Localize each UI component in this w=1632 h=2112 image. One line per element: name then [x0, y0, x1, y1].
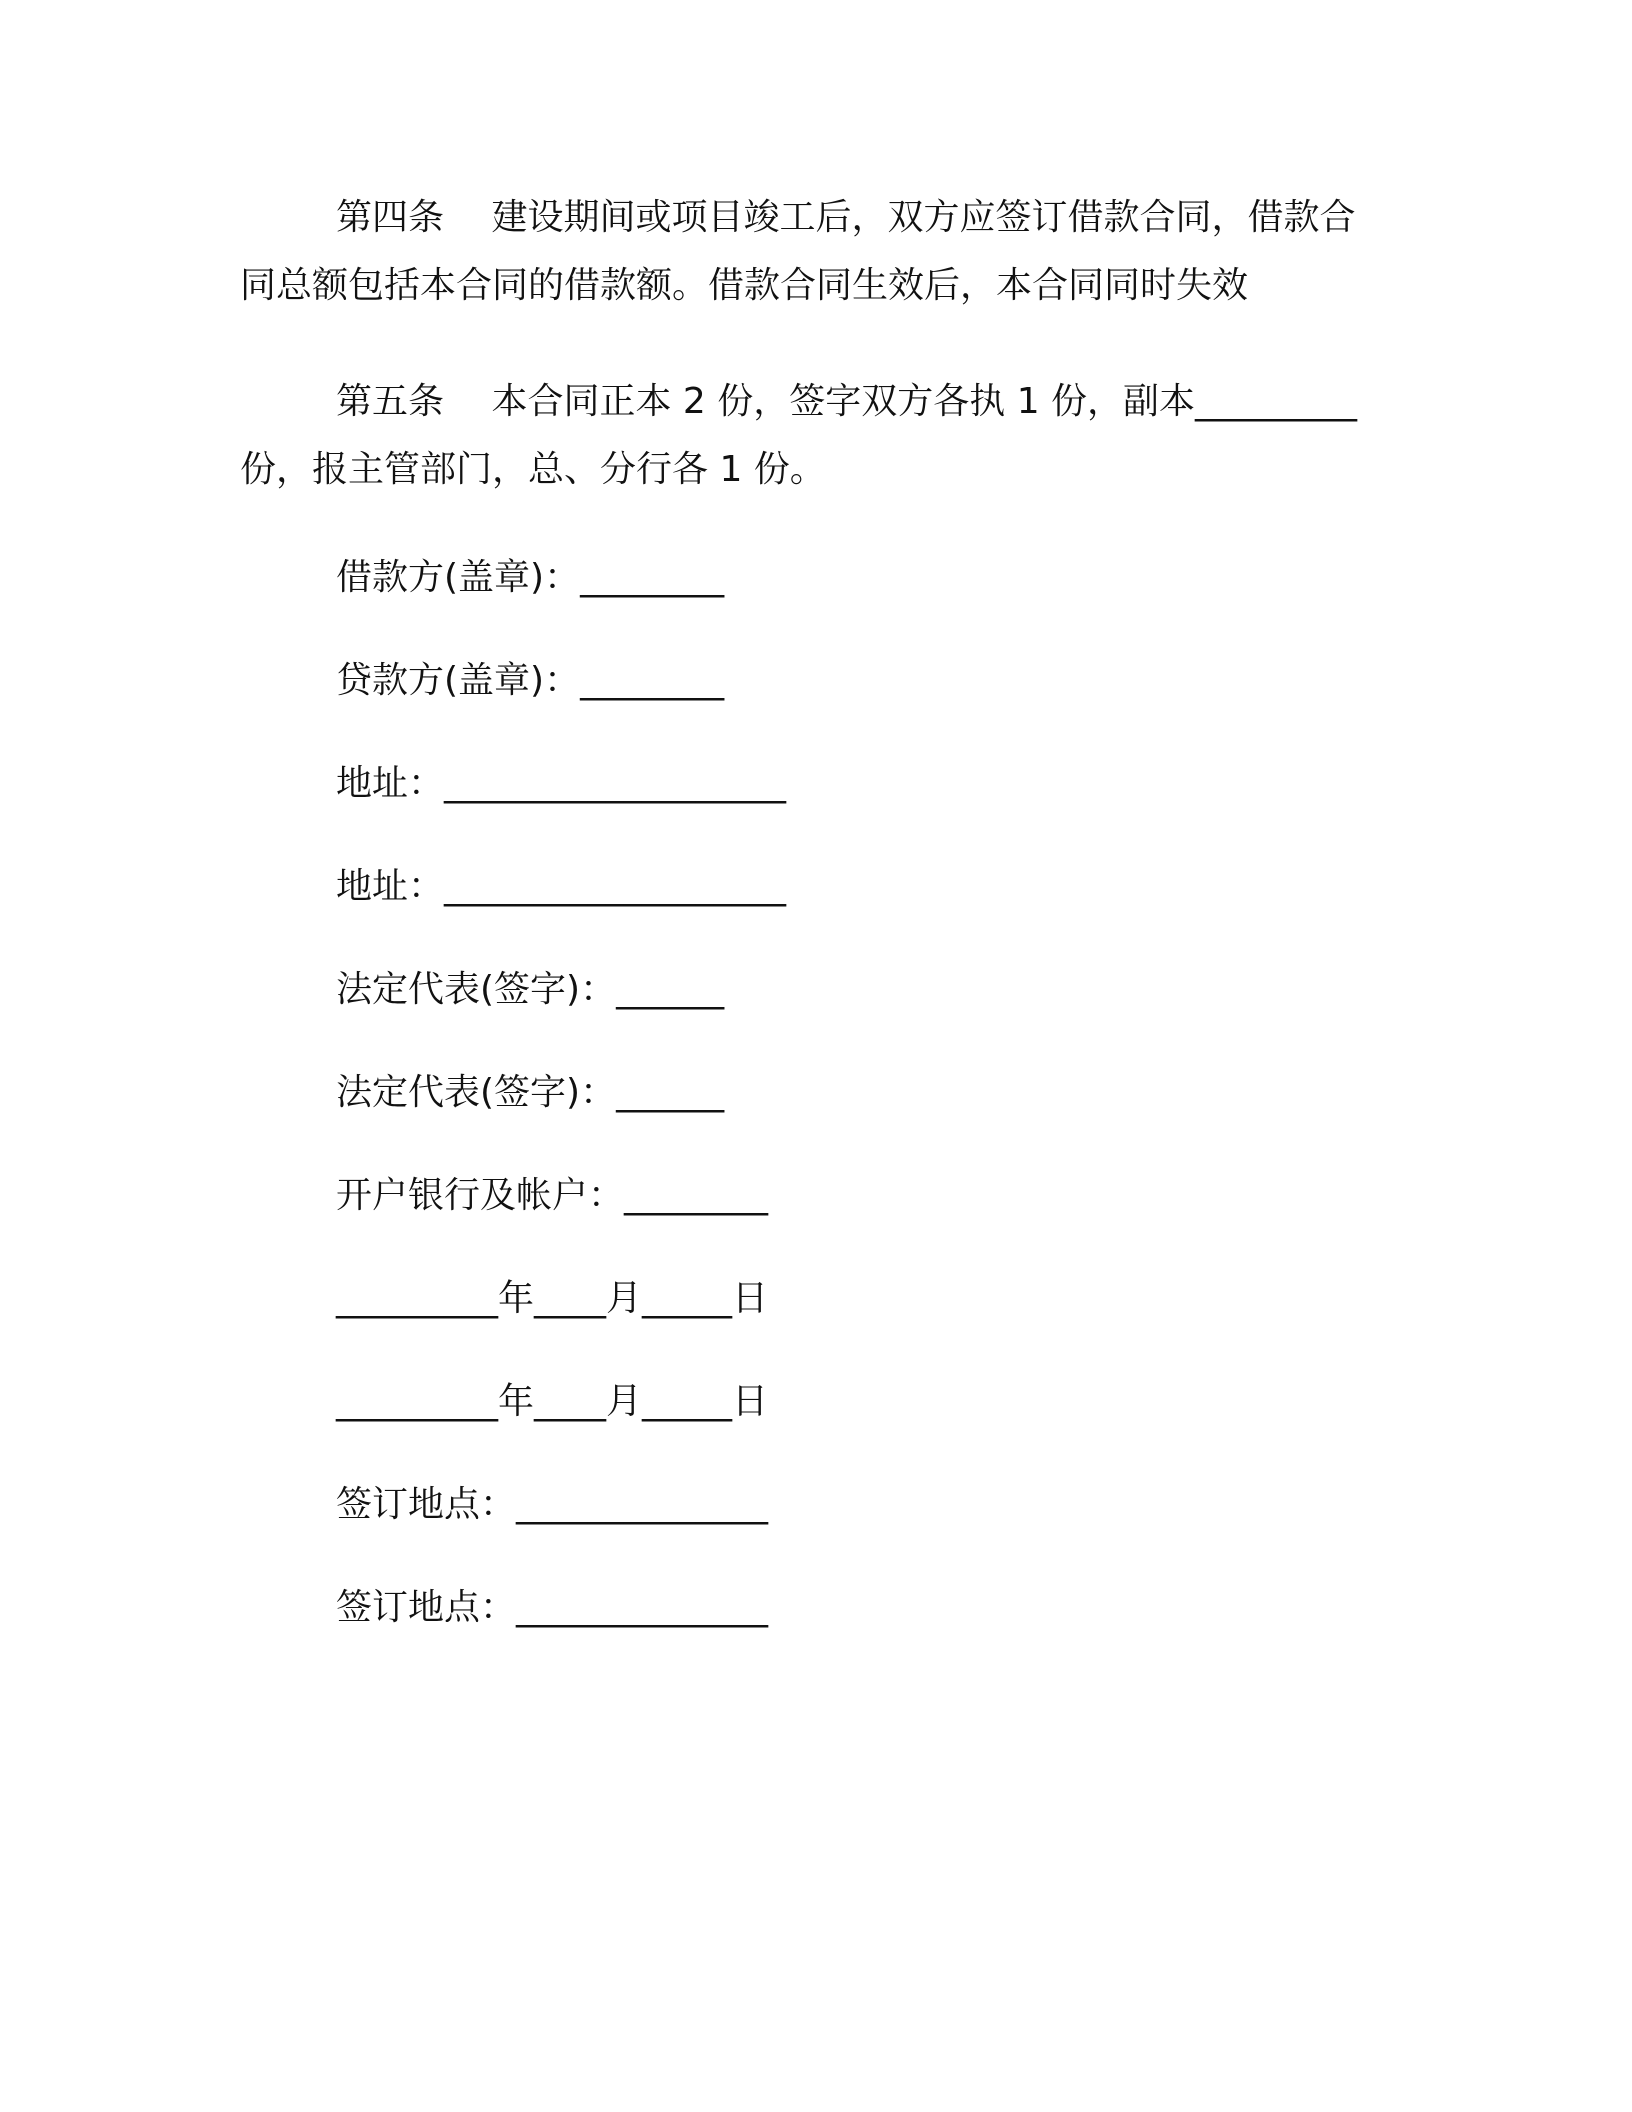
- lender-seal-line: 贷款方(盖章)：________: [336, 660, 725, 701]
- article-5: [240, 368, 1380, 504]
- article-4-text: 建设期间或项目竣工后，双方应签订借款合同，借款合同总额包括本合同的借款额。借款合同生效后，本合同同时失效: [240, 197, 1356, 306]
- date-line-2: _________年____月_____日: [336, 1381, 768, 1422]
- article-5-text: 本合同正本 2 份，签字双方各执 1 份，副本_________份，报主管部门，总、分行各 1 份。: [240, 381, 1358, 490]
- signing-place-line-1: 签订地点：______________: [336, 1484, 769, 1525]
- address-line-2: 地址：___________________: [336, 866, 787, 907]
- article-5-heading: 第五条: [336, 381, 445, 422]
- address-line-1: 地址：___________________: [336, 763, 787, 804]
- legal-rep-signature-line-2: 法定代表(签字)：______: [336, 1072, 725, 1113]
- date-line-1: _________年____月_____日: [336, 1278, 768, 1319]
- legal-rep-signature-line-1: 法定代表(签字)：______: [336, 969, 725, 1010]
- bank-account-line: 开户银行及帐户：________: [336, 1175, 769, 1216]
- borrower-seal-line: 借款方(盖章)：________: [336, 557, 725, 598]
- article-4: [240, 184, 1380, 320]
- article-4-heading: 第四条: [336, 197, 445, 238]
- signing-place-line-2: 签订地点：______________: [336, 1587, 769, 1628]
